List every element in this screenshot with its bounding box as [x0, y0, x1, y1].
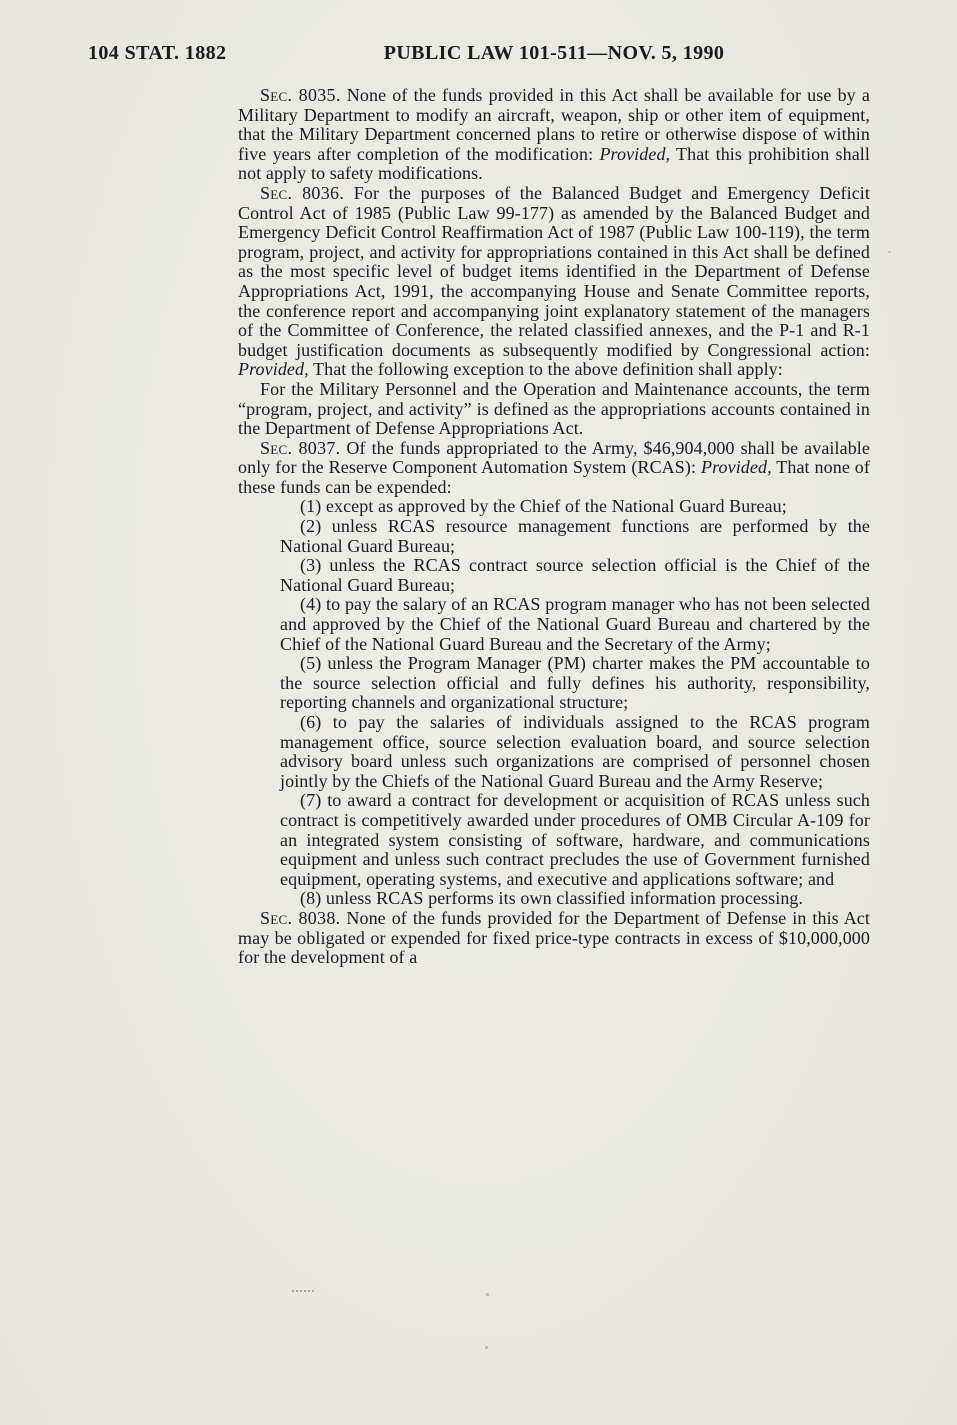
text-run: For the Military Personnel and the Operation and Maintenance accounts, the term “program, project, and activity” is defined as the appropriations accounts contained in the Department of Defense Appropriations Act. — [238, 378, 870, 439]
text-run: None of the funds provided for the Department of Defense in this Act may be obligated or expended for fixed price-type contracts in excess of $10,000,000 for the development of a — [238, 907, 870, 968]
text-run: (4) to pay the salary of an RCAS program manager who has not been selected and approved by the Chief of the National Guard Bureau and chartered by the Chief of the National Guard Bureau and the Secretary of the Army; — [280, 594, 870, 654]
section-paragraph — [238, 909, 870, 968]
subsection-paragraph — [280, 497, 870, 517]
text-run: Provided, — [700, 457, 772, 478]
text-run: (5) unless the Program Manager (PM) charter makes the PM accountable to the source selection official and fully defines his authority, responsibility, reporting channels and organizational structure; — [280, 653, 870, 713]
section-paragraph — [238, 86, 870, 184]
scan-artifact — [485, 1346, 488, 1349]
text-run: Of the funds appropriated to the Army, $46,904,000 shall be available only for the Reserve Component Automation System (RCAS): — [238, 437, 871, 478]
text-run: (8) unless RCAS performs its own classified information processing. — [300, 888, 804, 909]
law-heading: PUBLIC LAW 101-511—NOV. 5, 1990 — [383, 42, 725, 64]
text-run: (1) except as approved by the Chief of the National Guard Bureau; — [300, 496, 787, 517]
text-run: Sec. 8036. — [260, 182, 345, 203]
section-paragraph — [238, 439, 870, 498]
text-run: (7) to award a contract for development or acquisition of RCAS unless such contract is competitively awarded under procedures of OMB Circular A-109 for an integrated system consisting of software, hardware, and communications equipment and unless such contract precludes the use of Government furnished equipment, operating systems, and executive and applications software; and — [280, 790, 870, 889]
text-run: Sec. 8037. — [260, 437, 341, 458]
text-run: Provided, — [238, 359, 309, 380]
text-run: For the purposes of the Balanced Budget and Emergency Deficit Control Act of 1985 (Public Law 99-177) as amended by the Balanced Budget and Emergency Deficit Control Reaffirmation Act of 1987 (Public Law 100-119), the term program, project, and activity for appropriations contained in this Act shall be defined as the most specific level of budget items identified in the Department of Defense Appropriations Act, 1991, the accompanying House and Senate Committee reports, the conference report and accompanying joint explanatory statement of the managers of the Committee of Conference, the related classified annexes, and the P-1 and R-1 budget justification documents as subsequently modified by Congressional action: — [238, 182, 870, 360]
text-run: That the following exception to the above definition shall apply: — [308, 359, 783, 380]
text-run: That none of these funds can be expended: — [238, 457, 870, 497]
statute-page-number: 104 STAT. 1882 — [88, 42, 227, 64]
subsection-paragraph — [280, 517, 870, 556]
section-paragraph — [238, 184, 870, 380]
document-body — [238, 86, 870, 968]
page-header — [0, 42, 957, 68]
text-run: Sec. 8038. — [260, 907, 341, 928]
text-run: That this prohibition shall not apply to safety modifications. — [238, 143, 870, 184]
text-run: (3) unless the RCAS contract source selection official is the Chief of the National Guard Bureau; — [280, 555, 870, 595]
scan-artifact — [888, 251, 891, 253]
text-run: None of the funds provided in this Act shall be available for use by a Military Department to modify an aircraft, weapon, ship or other item of equipment, that the Military Department concerned plans to retire or otherwise dispose of within five years after completion of the modification: — [238, 85, 870, 164]
text-run: Provided, — [599, 143, 671, 164]
subsection-paragraph — [280, 889, 870, 909]
subsection-paragraph — [280, 595, 870, 654]
subsection-paragraph — [280, 556, 870, 595]
text-run: Sec. 8035. — [260, 85, 341, 105]
text-run: (6) to pay the salaries of individuals assigned to the RCAS program management office, source selection evaluation board, and source selection advisory board unless such organizations are comprised of personnel chosen jointly by the Chiefs of the National Guard Bureau and the Army Reserve; — [280, 712, 870, 791]
scan-artifact — [292, 1290, 314, 1292]
subsection-paragraph — [280, 713, 870, 791]
text-run: (2) unless RCAS resource management functions are performed by the National Guard Bureau; — [280, 516, 870, 556]
subsection-paragraph — [280, 654, 870, 713]
subsection-paragraph — [280, 791, 870, 889]
section-paragraph — [238, 380, 870, 439]
scan-artifact — [486, 1293, 489, 1296]
